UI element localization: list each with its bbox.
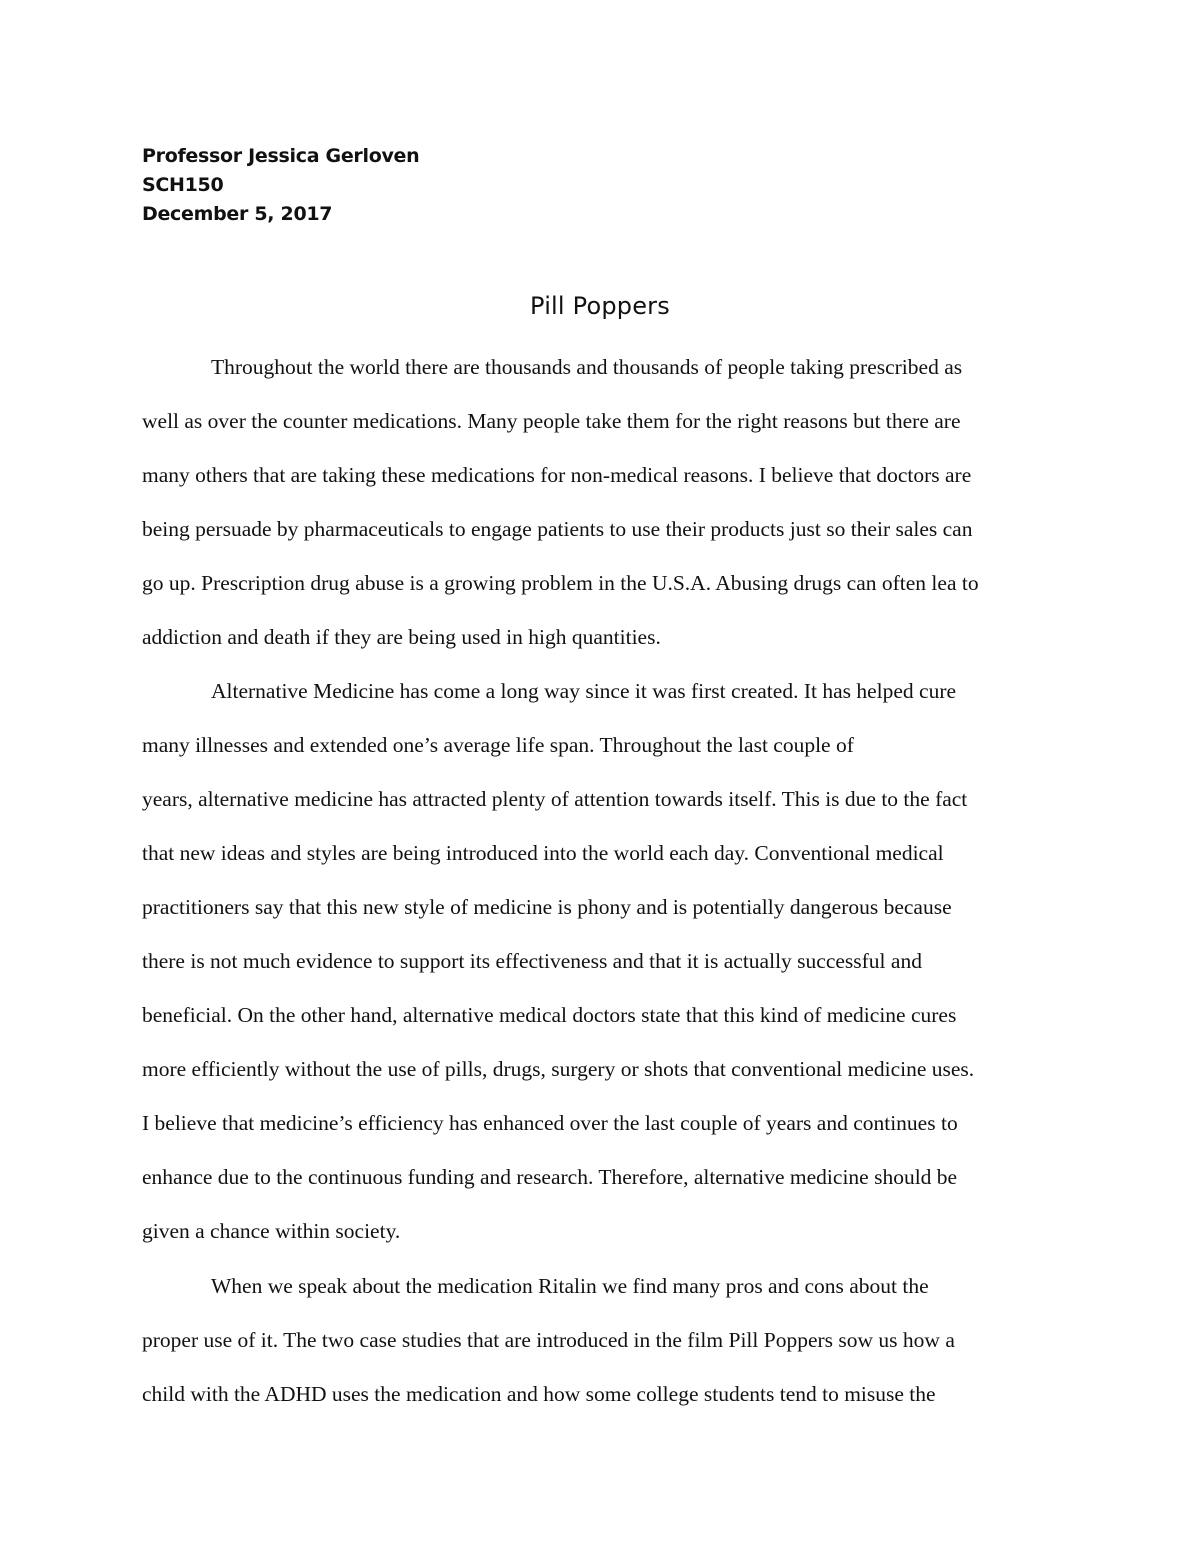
paragraph-3-line-2: proper use of it. The two case studies that are introduced in the film Pill Poppers sow us how a bbox=[142, 1328, 955, 1352]
paragraph-1-line-1: Throughout the world there are thousands and thousands of people taking prescribed as bbox=[211, 355, 963, 379]
paragraph-1-line-4: being persuade by pharmaceuticals to engage patients to use their products just so their sales can bbox=[142, 517, 973, 541]
paragraph-1-line-2: well as over the counter medications. Many people take them for the right reasons but there are bbox=[142, 409, 961, 433]
paragraph-2-line-7: beneficial. On the other hand, alternative medical doctors state that this kind of medicine cures bbox=[142, 1003, 957, 1027]
paragraph-3-line-3: child with the ADHD uses the medication and how some college students tend to misuse the bbox=[142, 1382, 936, 1406]
paragraph-3-line-1: When we speak about the medication Ritalin we find many pros and cons about the bbox=[211, 1274, 929, 1298]
document-date: December 5, 2017 bbox=[142, 203, 333, 225]
paragraph-2-line-5: practitioners say that this new style of medicine is phony and is potentially dangerous because bbox=[142, 895, 952, 919]
paragraph-2-line-8: more efficiently without the use of pills, drugs, surgery or shots that conventional medicine uses. bbox=[142, 1057, 975, 1081]
paragraph-2-line-4: that new ideas and styles are being introduced into the world each day. Conventional medical bbox=[142, 841, 944, 865]
paragraph-2-line-2: many illnesses and extended one’s average life span. Throughout the last couple of bbox=[142, 733, 854, 757]
paragraph-2-line-1: Alternative Medicine has come a long way since it was first created. It has helped cure bbox=[211, 679, 957, 703]
paragraph-1-line-3: many others that are taking these medications for non-medical reasons. I believe that doctors are bbox=[142, 463, 972, 487]
paragraph-2-line-11: given a chance within society. bbox=[142, 1219, 401, 1243]
paragraph-2-line-9: I believe that medicine’s efficiency has enhanced over the last couple of years and continues to bbox=[142, 1111, 958, 1135]
paragraph-2-line-6: there is not much evidence to support its effectiveness and that it is actually successful and bbox=[142, 949, 922, 973]
professor-name: Professor Jessica Gerloven bbox=[142, 145, 420, 167]
paragraph-2-line-3: years, alternative medicine has attracted plenty of attention towards itself. This is due to the fact bbox=[142, 787, 968, 811]
paragraph-2-line-10: enhance due to the continuous funding and research. Therefore, alternative medicine should be bbox=[142, 1165, 958, 1189]
document-header bbox=[142, 142, 419, 229]
document-title: Pill Poppers bbox=[530, 292, 670, 320]
paragraph-1-line-5: go up. Prescription drug abuse is a growing problem in the U.S.A. Abusing drugs can often lea to bbox=[142, 571, 979, 595]
course-code: SCH150 bbox=[142, 174, 224, 196]
paragraph-1-line-6: addiction and death if they are being used in high quantities. bbox=[142, 625, 661, 649]
